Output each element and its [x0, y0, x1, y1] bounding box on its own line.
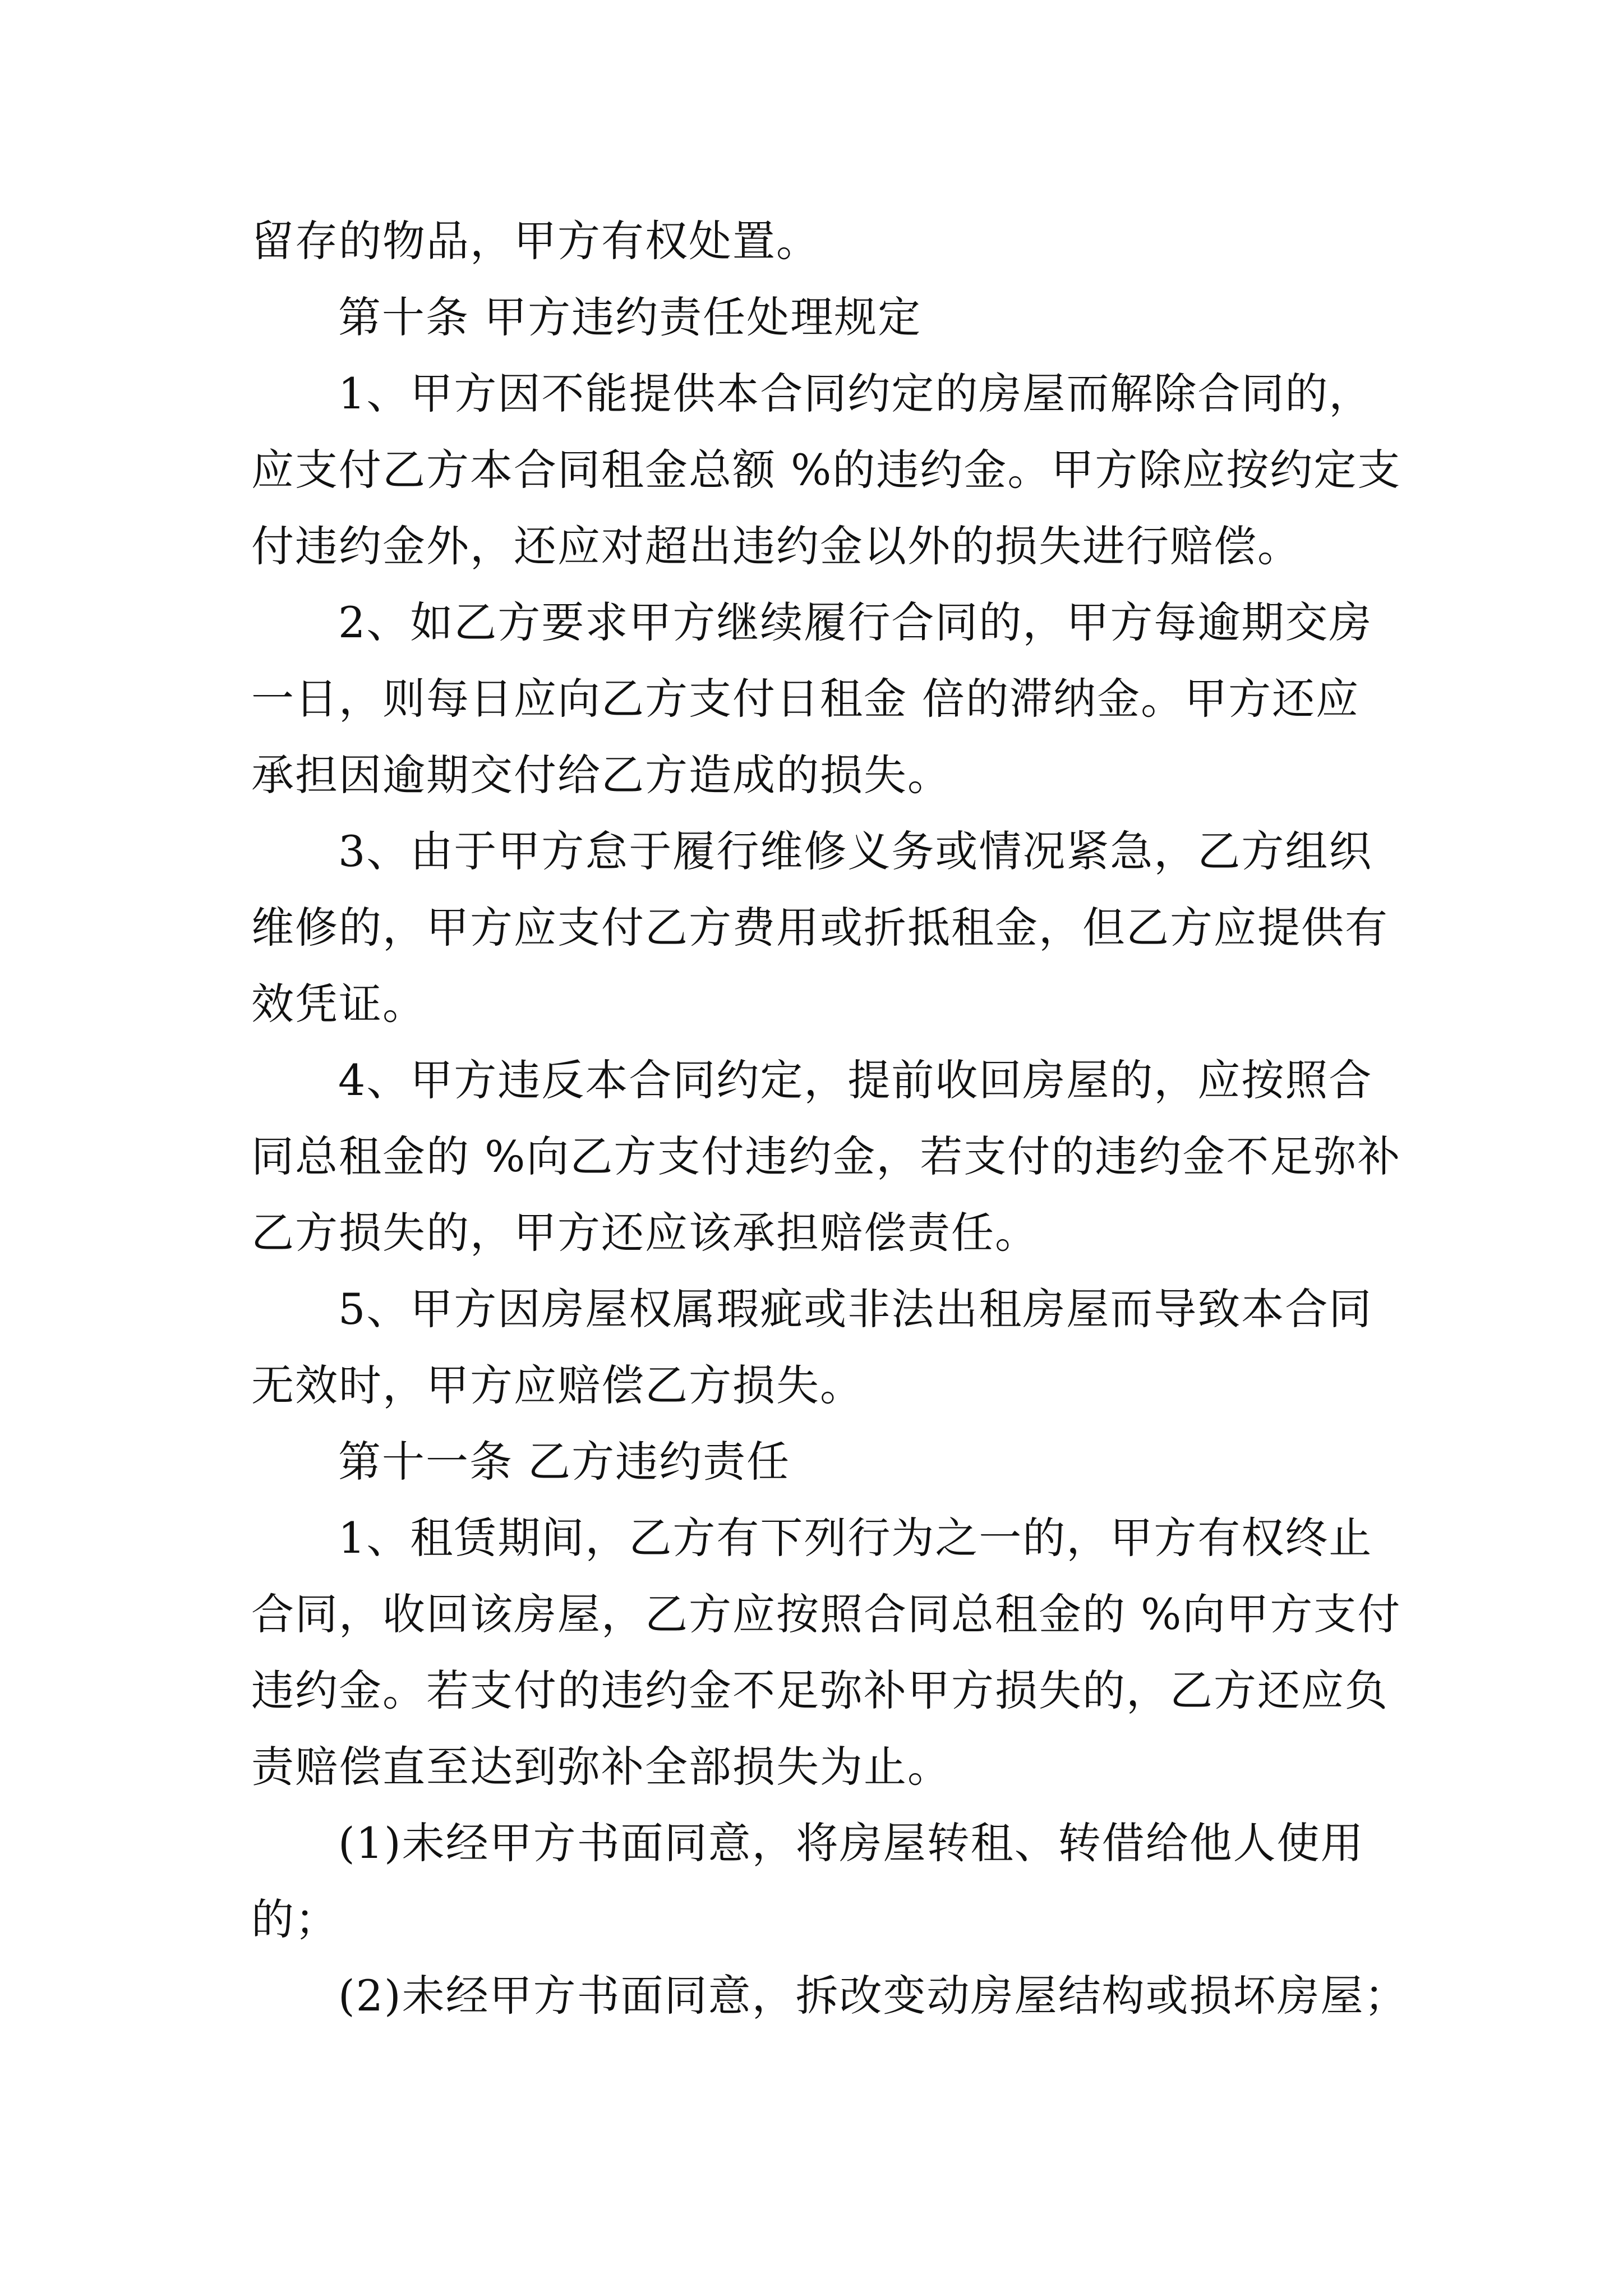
text-line: 1、甲方因不能提供本合同约定的房屋而解除合同的，: [338, 369, 1373, 418]
text-line: 4、甲方违反本合同约定，提前收回房屋的，应按照合: [338, 1055, 1373, 1105]
text-line: (2)未经甲方书面同意，拆改变动房屋结构或损坏房屋；: [338, 1971, 1408, 2021]
text-line: 违约金。若支付的违约金不足弥补甲方损失的，乙方还应负: [251, 1665, 1389, 1715]
text-line: 承担因逾期交付给乙方造成的损失。: [251, 750, 951, 800]
section-heading: 第十一条 乙方违约责任: [338, 1437, 791, 1487]
text-line: 付违约金外，还应对超出违约金以外的损失进行赔偿。: [251, 521, 1301, 571]
text-line: 一日，则每日应向乙方支付日租金 倍的滞纳金。甲方还应: [251, 674, 1360, 724]
text-line: 乙方损失的，甲方还应该承担赔偿责任。: [251, 1208, 1039, 1258]
text-line: 3、由于甲方怠于履行维修义务或情况紧急，乙方组织: [338, 826, 1373, 876]
section-heading: 第十条 甲方违约责任处理规定: [338, 292, 922, 342]
text-line: 留存的物品，甲方有权处置。: [251, 216, 820, 266]
text-line: 无效时，甲方应赔偿乙方损失。: [251, 1360, 864, 1410]
text-line: 合同，收回该房屋，乙方应按照合同总租金的 %向甲方支付: [251, 1589, 1401, 1639]
text-line: 责赔偿直至达到弥补全部损失为止。: [251, 1742, 951, 1792]
text-line: 5、甲方因房屋权属瑕疵或非法出租房屋而导致本合同: [338, 1284, 1373, 1334]
text-line: 同总租金的 %向乙方支付违约金，若支付的违约金不足弥补: [251, 1131, 1401, 1181]
text-line: 应支付乙方本合同租金总额 %的违约金。甲方除应按约定支: [251, 445, 1401, 495]
text-line: 维修的，甲方应支付乙方费用或折抵租金，但乙方应提供有: [251, 903, 1389, 953]
text-line: 1、租赁期间，乙方有下列行为之一的，甲方有权终止: [338, 1513, 1373, 1563]
text-line: 的；: [251, 1894, 339, 1944]
text-line: 效凭证。: [251, 979, 426, 1029]
text-line: 2、如乙方要求甲方继续履行合同的，甲方每逾期交房: [338, 597, 1373, 647]
text-line: (1)未经甲方书面同意，将房屋转租、转借给他人使用: [338, 1818, 1364, 1868]
